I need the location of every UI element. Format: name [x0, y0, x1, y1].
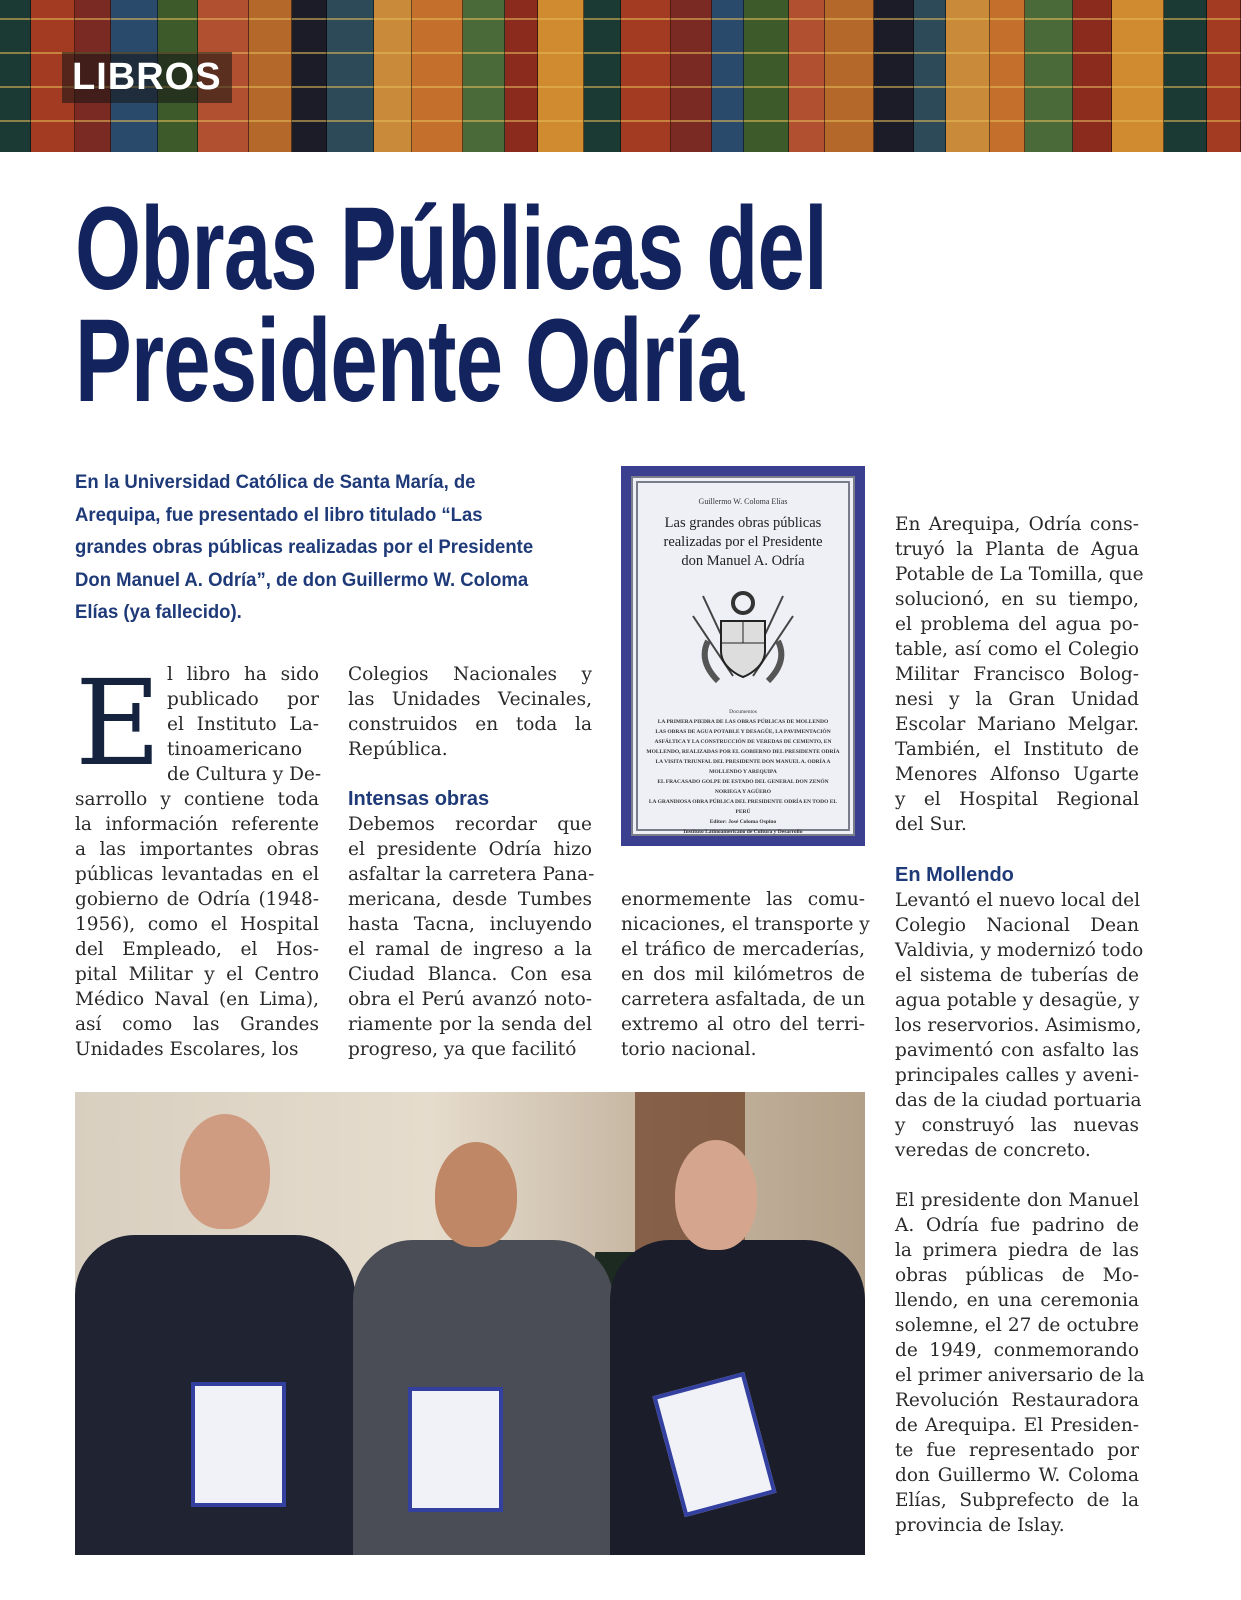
- book-spine: [249, 0, 292, 152]
- body-line: Potable de La Tomilla, que: [895, 564, 1144, 585]
- body-line: el primer aniversario de la: [895, 1365, 1145, 1386]
- event-photo: [75, 1092, 865, 1555]
- book-spine: [621, 0, 671, 152]
- body-line: También, el Instituto de: [895, 739, 1139, 760]
- lead-line: Don Manuel A. Odría”, de don Guillermo W. Coloma: [75, 568, 529, 591]
- book-spine: [825, 0, 874, 152]
- body-line: El presidente don Manuel: [895, 1190, 1139, 1211]
- body-line: nicaciones, el transporte y: [621, 914, 870, 935]
- body-line: Médico Naval (en Lima),: [75, 989, 319, 1010]
- body-line: del Sur.: [895, 814, 967, 835]
- column-3: [621, 887, 870, 1062]
- book-spine: [789, 0, 825, 152]
- body-line: Colegio Nacional Dean: [895, 915, 1139, 936]
- body-line: mericana, desde Tumbes: [348, 889, 592, 910]
- body-line: Valdivia, y modernizó todo: [895, 940, 1144, 961]
- cover-title-line: Las grandes obras públicas: [664, 515, 822, 531]
- body-line: y el Hospital Regional: [895, 789, 1139, 810]
- cover-document-line: LA VISITA TRIUNFAL DEL PRESIDENTE DON MANUEL A. ODRÍA A MOLLENDO Y AREQUIPA: [655, 759, 831, 775]
- body-line: das de la ciudad portuaria: [895, 1090, 1142, 1111]
- book-spine: [1207, 0, 1241, 152]
- book-spine: [463, 0, 505, 152]
- body-line: l libro ha sido: [167, 664, 319, 685]
- body-line: provincia de Islay.: [895, 1515, 1065, 1536]
- book-spine: [327, 0, 374, 152]
- cover-document-line: LA PRIMERA PIEDRA DE LAS OBRAS PÚBLICAS DE MOLLENDO: [657, 719, 829, 725]
- body-line: Militar Francisco Bolog-: [895, 664, 1139, 685]
- coat-of-arms-icon: [683, 581, 803, 691]
- body-line: el sistema de tuberías de: [895, 965, 1139, 986]
- body-line: de Cultura y De-: [167, 764, 322, 785]
- drop-cap: E: [75, 654, 162, 792]
- body-line: Colegios Nacionales y: [348, 664, 592, 685]
- body-line: la primera piedra de las: [895, 1240, 1139, 1261]
- body-line: veredas de concreto.: [895, 1140, 1091, 1161]
- body-line: principales calles y aveni-: [895, 1065, 1139, 1086]
- body-line: Debemos recordar que: [348, 814, 592, 835]
- body-line: en dos mil kilómetros de: [621, 964, 865, 985]
- body-line: Elías, Subprefecto de la: [895, 1490, 1139, 1511]
- body-line: la información referente: [75, 814, 319, 835]
- body-line: solucionó, en su tiempo,: [895, 589, 1139, 610]
- book-spine: [1073, 0, 1112, 152]
- lead-line: En la Universidad Católica de Santa María, de: [75, 471, 476, 493]
- body-line: sarrollo y contiene toda: [75, 789, 319, 810]
- body-line: de Arequipa. El Presiden-: [895, 1415, 1139, 1436]
- cover-document-line: LA GRANDIOSA OBRA PÚBLICA DEL PRESIDENTE ODRÍA EN TODO EL PERÚ: [648, 799, 838, 815]
- body-line: el ramal de ingreso a la: [348, 939, 592, 960]
- book-spine: [292, 0, 326, 152]
- article-title-line-2: Presidente Odría: [75, 295, 744, 427]
- cover-title-line: don Manuel A. Odría: [681, 553, 805, 569]
- book-spine: [538, 0, 584, 152]
- body-line: enormemente las comu-: [621, 889, 865, 910]
- body-line: table, así como el Colegio: [895, 639, 1139, 660]
- body-line: las Unidades Vecinales,: [348, 689, 592, 710]
- cover-document-line: Documentos: [729, 709, 757, 715]
- body-line: Ciudad Blanca. Con esa: [348, 964, 592, 985]
- body-line: así como las Grandes: [75, 1014, 319, 1035]
- body-line: tinoamericano: [167, 739, 303, 760]
- cover-document-line: EL FRACASADO GOLPE DE ESTADO DEL GENERAL DON ZENÓN NORIEGA Y AGÜERO: [657, 779, 829, 795]
- cover-author: Guillermo W. Coloma Elías: [698, 497, 788, 506]
- lead-line: Elías (ya fallecido).: [75, 601, 242, 623]
- article-title-line-1: Obras Públicas del: [75, 183, 827, 315]
- body-line: gobierno de Odría (1948-: [75, 889, 319, 910]
- body-line: Revolución Restauradora: [895, 1390, 1139, 1411]
- body-line: publicado por: [167, 689, 319, 710]
- body-line: pital Militar y el Centro: [75, 964, 319, 985]
- cover-document-line: Editor: José Coloma Ospino: [709, 819, 777, 825]
- body-line: extremo al otro del terri-: [621, 1014, 865, 1035]
- book-cover-image: [621, 466, 865, 846]
- body-line: Menores Alfonso Ugarte: [895, 764, 1139, 785]
- body-line: En Arequipa, Odría cons-: [895, 514, 1139, 535]
- book-spine: [712, 0, 744, 152]
- body-line: truyó la Planta de Agua: [895, 539, 1139, 560]
- body-line: riamente por la senda del: [348, 1014, 592, 1035]
- section-heading: Intensas obras: [348, 788, 490, 810]
- cover-document-line: Instituto Latinoamericano de Cultura y Desarrollo: [683, 829, 803, 835]
- body-line: torio nacional.: [621, 1039, 757, 1060]
- column-4: [895, 512, 1145, 1538]
- body-line: Levantó el nuevo local del: [895, 890, 1141, 911]
- body-line: progreso, ya que facilitó: [348, 1039, 577, 1060]
- lead-paragraph: [75, 466, 560, 629]
- body-line: A. Odría fue padrino de: [895, 1215, 1139, 1236]
- book-spine: [1025, 0, 1073, 152]
- lead-line: Arequipa, fue presentado el libro titulado “Las: [75, 503, 483, 526]
- body-line: obras públicas de Mo-: [895, 1265, 1139, 1286]
- book-spine: [874, 0, 914, 152]
- column-1: [75, 654, 322, 1062]
- book-spine: [914, 0, 945, 152]
- body-line: los reservorios. Asimismo,: [895, 1015, 1142, 1036]
- cover-title-line: realizadas por el Presidente: [663, 534, 823, 550]
- book-spine: [374, 0, 412, 152]
- body-line: y construyó las nuevas: [895, 1115, 1139, 1136]
- body-line: obra el Perú avanzó noto-: [348, 989, 592, 1010]
- body-line: asfaltar la carretera Pana-: [348, 864, 595, 885]
- body-line: carretera asfaltada, de un: [621, 989, 866, 1010]
- body-line: pavimentó con asfalto las: [895, 1040, 1139, 1061]
- book-spine: [584, 0, 621, 152]
- body-line: don Guillermo W. Coloma: [895, 1465, 1139, 1486]
- book-spine: [946, 0, 990, 152]
- body-line: 1956), como el Hospital: [75, 914, 319, 935]
- book-spine: [990, 0, 1025, 152]
- body-line: construidos en toda la: [348, 714, 592, 735]
- book-spine: [412, 0, 463, 152]
- body-line: del Empleado, el Hos-: [75, 939, 319, 960]
- body-line: de 1949, conmemorando: [895, 1340, 1139, 1361]
- body-line: a las importantes obras: [75, 839, 319, 860]
- book-spine: [1164, 0, 1207, 152]
- body-line: llendo, en una ceremonia: [895, 1290, 1139, 1311]
- column-2: [348, 662, 595, 1062]
- cover-contents: [638, 707, 848, 837]
- book-spine: [1112, 0, 1164, 152]
- body-line: te fue representado por: [895, 1440, 1139, 1461]
- cover-title: [638, 514, 848, 571]
- body-line: el presidente Odría hizo: [348, 839, 592, 860]
- body-line: el problema del agua po-: [895, 614, 1139, 635]
- body-line: Unidades Escolares, los: [75, 1039, 299, 1060]
- body-line: públicas levantadas en el: [75, 864, 319, 885]
- body-line: nesi y la Gran Unidad: [895, 689, 1139, 710]
- cover-document-line: LAS OBRAS DE AGUA POTABLE Y DESAGÜE, LA PAVIMENTACIÓN ASFÁLTICA Y LA CONSTRUCCIÓN DE VEREDAS DE CEMENTO, EN MOLLENDO, REALIZADAS POR EL GOBIERNO DEL PRESIDENTE ODRÍA: [646, 729, 840, 755]
- body-line: hasta Tacna, incluyendo: [348, 914, 592, 935]
- body-line: República.: [348, 739, 448, 760]
- book-spine: [0, 0, 31, 152]
- section-label: LIBROS: [62, 52, 232, 103]
- section-heading: En Mollendo: [895, 864, 1014, 886]
- body-line: el Instituto La-: [167, 714, 319, 735]
- body-line: Escolar Mariano Melgar.: [895, 714, 1139, 735]
- lead-line: grandes obras públicas realizadas por el Presidente: [75, 536, 534, 558]
- book-spine: [505, 0, 538, 152]
- body-line: agua potable y desagüe, y: [895, 990, 1140, 1011]
- body-line: el tráfico de mercaderías,: [621, 939, 865, 960]
- book-spine: [744, 0, 789, 152]
- book-spine: [671, 0, 712, 152]
- body-line: solemne, el 27 de octubre: [895, 1315, 1139, 1336]
